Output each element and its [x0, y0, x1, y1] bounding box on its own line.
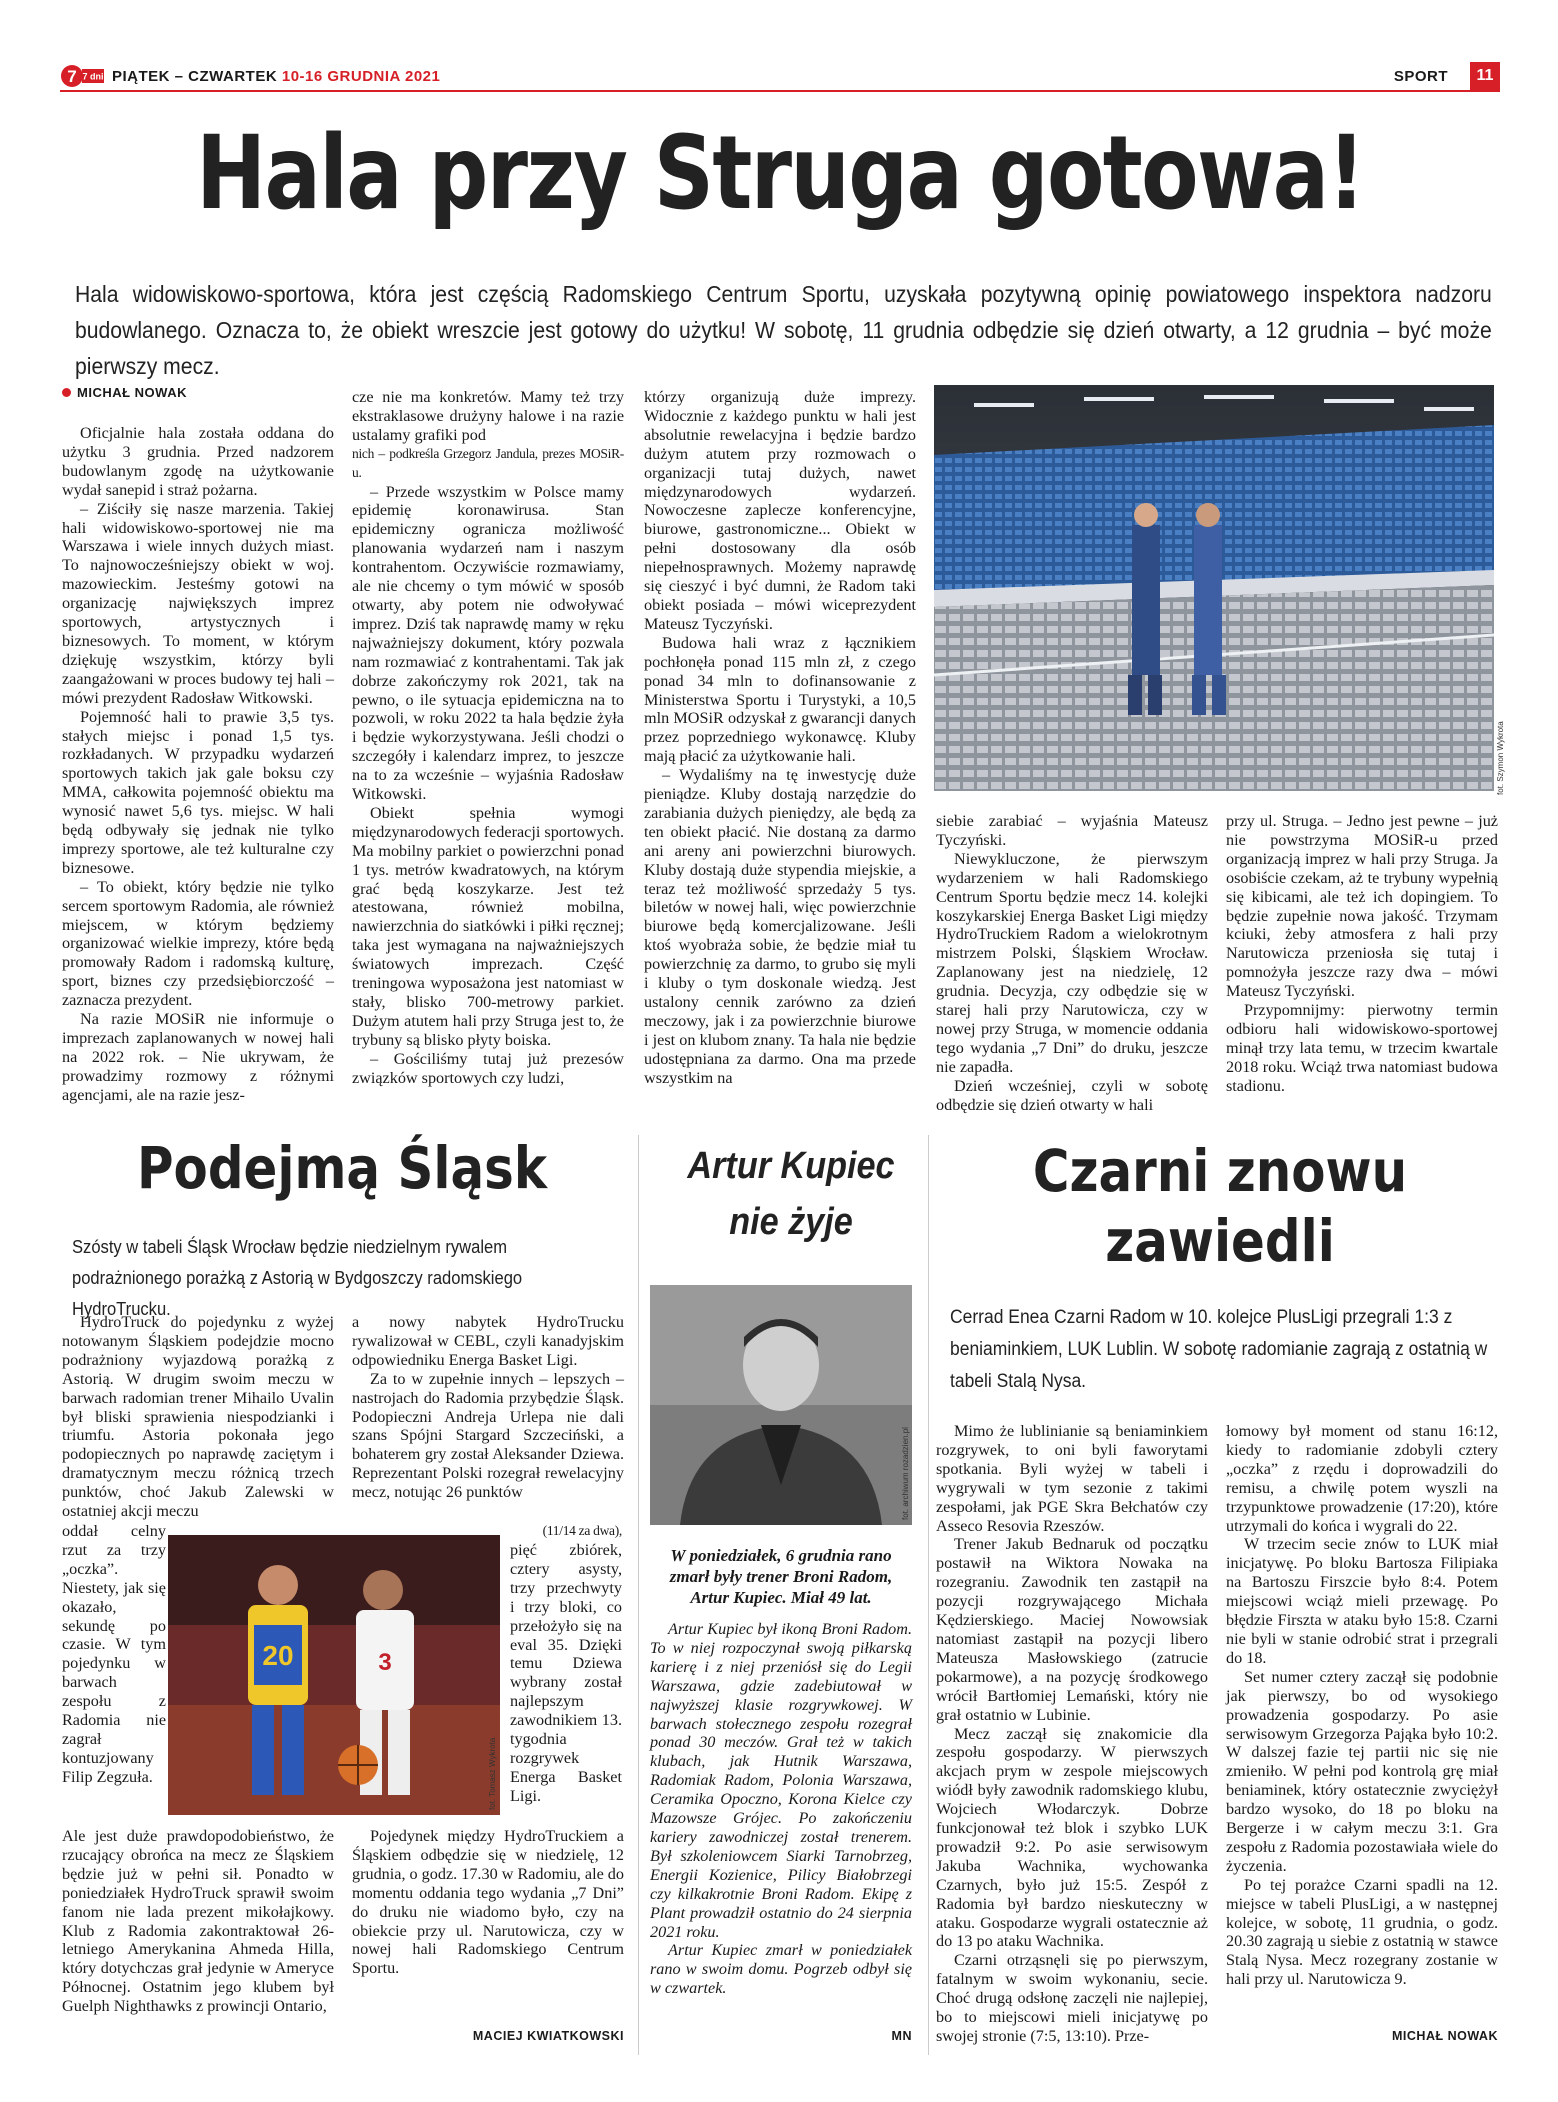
paragraph: – Przede wszystkim w Polsce mamy epidemię koronawirusa. Stan epidemiczny ogranicza możliwość planowania wydarzeń nam i naszym kontrahentom. Oczywiście rozmawiamy, ale nie chcemy o tym mówić w sposób otwarty, aby potem nie odwoływać imprez. Dziś tak naprawdę mamy w ręku najważniejszy dokument, który pozwala nam rozmawiać z kontrahentami. Tak jak dobrze zakończymy rok 2021, tak na pewno, o ile sytuacja epidemiczna na to pozwoli, w roku 2022 ta hala będzie żyła i będzie wykorzystywana. Jeśli chodzi o szczegóły i kalendarz imprez, to jeszcze na to za wcześnie – wyjaśnia Radosław Witkowski.	[352, 482, 624, 804]
czarni-lead: Cerrad Enea Czarni Radom w 10. kolejce PlusLigi przegrali 1:3 z beniaminkiem, LUK Lublin. W sobotę radomianie zagrają z ostatnią w tabeli Stalą Nysa.	[950, 1307, 1488, 1392]
paragraph: Artur Kupiec zmarł w poniedziałek rano w swoim domu. Pogrzeb odbył się w czwartek.	[650, 1941, 912, 1998]
paragraph: Na razie MOSiR nie informuje o imprezach zaplanowanych w nowej hali na 2022 rok. – Nie ukrywam, że prowadzimy rozmowy z różnymi agencjami, ale na razie jesz-	[62, 1010, 334, 1104]
main-lead-text: Hala widowiskowo-sportowa, która jest częścią Radomskiego Centrum Sportu, uzyskała pozytywną opinię powiatowego inspektora nadzoru budowlanego. Oznacza to, że obiekt wreszcie jest gotowy do użytku! W sobotę, 11 grudnia odbędzie się dzień otwarty, a 12 grudnia – być może pierwszy mecz.	[75, 281, 1492, 379]
slask-col-1-bottom	[62, 1827, 334, 2016]
main-col-4	[936, 812, 1208, 1115]
logo-icon	[60, 64, 106, 88]
basketball-photo	[168, 1535, 500, 1815]
photo-credit: fot. archiwum rozadzien.pl	[901, 1427, 910, 1520]
paragraph: oddał celny rzut za trzy „oczka”. Niestety, jak się okazało, sekundę po czasie. W tym pojedynku w barwach zespołu z Radomia nie zagrał kontuzjowany Filip Zegzuła.	[62, 1522, 166, 1786]
portrait-illustration	[650, 1285, 912, 1525]
paragraph: a nowy nabytek HydroTrucku rywalizował w CEBL, czyli kanadyjskim odpowiedniku Energa Basket Ligi.	[352, 1313, 624, 1369]
paragraph: Niewykluczone, że pierwszym wydarzeniem w hali Radomskiego Centrum Sportu będzie mecz 14. kolejki koszykarskiej Energa Basket Ligi między HydroTruckiem Radom a wielokrotnym mistrzem Polski, Śląskiem Wrocław. Zaplanowany jest na niedzielę, 12 grudnia. Decyzja, czy odbędzie się w starej hali przy Narutowicza, czy w nowej przy Struga, w momencie oddania tego wydania „7 Dni” do druku, jeszcze nie zapadła.	[936, 849, 1208, 1076]
paragraph: Oficjalnie hala została oddana do użytku 3 grudnia. Przed nadzorem budowlanym zgodę na użytkowanie wydał sanepid i straż pożarna.	[62, 424, 334, 499]
photo-credit: fot. Szymon Wykrota	[1496, 721, 1505, 795]
paragraph: Artur Kupiec był ikoną Broni Radom. To w niej rozpoczynał swoją piłkarską karierę i z niej przeniósł się do Legii Warszawa, gdzie zadebiutował w najwyższej klasie rozgrywkowej. W barwach stołecznego zespołu rozegrał ponad 30 meczów. Grał też w takich klubach, jak Hutnik Warszawa, Radomiak Radom, Polonia Warszawa, Ceramika Opoczno, Korona Kielce czy Mazowsze Grójec. Po zakończeniu kariery zawodniczej został trenerem. Był szkoleniowcem Siarki Tarnobrzeg, Energii Kozienice, Pilicy Białobrzegi czy kilkakrotnie Broni Radom. Ekipę z Plant prowadził ostatnio do 24 sierpnia 2021 roku.	[650, 1620, 912, 1941]
svg-text:7: 7	[67, 67, 77, 86]
slask-col-2-bottom	[352, 1827, 624, 1978]
page-header	[60, 62, 1500, 92]
paragraph: Mecz zaczął się znakomicie dla zespołu gospodarzy. W pierwszych akcjach prym w zespole miejscowych wiódł były zawodnik radomskiego klubu, Wojciech Włodarczyk. Dobrze funkcjonował też blok i szybko LUK prowadził 9:2. Po asie serwisowym Jakuba Wachnika, wychowanka Czarnych, było już 15:5. Zespół z Radomia był bardzo nieskuteczny w ataku. Gospodarze wygrali ostatecznie aż do 13 po ataku Wachnika.	[936, 1724, 1208, 1951]
paragraph: nich – podkreśla Grzegorz Jandula, prezes MOSiR-u.	[352, 445, 624, 480]
czarni-author: MICHAŁ NOWAK	[1392, 2029, 1498, 2043]
paragraph: Przypomnijmy: pierwotny termin odbioru hali widowiskowo-sportowej minął trzy lata temu, w trzecim kwartale 2018 roku. Wciąż trwa natomiast budowa stadionu.	[1226, 1001, 1498, 1095]
paragraph: Czarni otrząsnęli się po pierwszym, fatalnym w swoim wykonaniu, secie. Choć drugą odsłonę zaczęli nie najlepiej, bo to miejscowi mieli inicjatywę po swojej stronie (7:5, 13:10). Prze-	[936, 1951, 1208, 2045]
paragraph: Obiekt spełnia wymogi międzynarodowych federacji sportowych. Ma mobilny parkiet o powierzchni ponad 1 tys. metrów kwadratowych, na którym grać będą koszykarze. Jest też atestowana, również mobilna, nawierzchnia do siatkówki i piłki ręcznej; taka jest wymagana na najważniejszych światowych imprezach. Część treningowa wyposażona jest natomiast w stały, blisko 700-metrowy parkiet. Dużym atutem hali przy Struga jest to, że trybuny są blisko płyty boiska.	[352, 803, 624, 1049]
paragraph: W trzecim secie znów to LUK miał inicjatywę. Po bloku Bartosza Filipiaka na Bartoszu Firszcie było 8:4. Potem miejscowi wciąż mieli przewagę. Po błędzie Firszta w ataku było 15:8. Czarni nie byli w stanie odrobić strat i przegrali do 18.	[1226, 1535, 1498, 1667]
paragraph: Pojedynek między HydroTruckiem a Śląskiem odbędzie się w niedzielę, 12 grudnia, o godz. 17.30 w Radomiu, ale do momentu oddania tego wydania „7 Dni” do druku nie wiadomo było, czy na obiekcie przy ul. Narutowicza, czy w nowej hali Radomskiego Centrum Sportu.	[352, 1827, 624, 1978]
czarni-headline	[979, 1136, 1461, 1276]
paragraph: Za to w zupełnie innych – lepszych – nastrojach do Radomia przybędzie Śląsk. Podopieczni Andreja Urlepa nie dali szans Spójni Stargard Szczeciński, a bohaterem gry został Aleksander Dziewa. Reprezentant Polski rozegrał rewelacyjny mecz, notując 26 punktów	[352, 1369, 624, 1502]
czarni-headline-line-2: zawiedli	[1105, 1207, 1335, 1275]
issue-date: 10-16 GRUDNIA 2021	[281, 68, 441, 85]
svg-text:3: 3	[378, 1649, 392, 1676]
column-divider	[928, 1135, 929, 2055]
main-col-2	[352, 388, 624, 1088]
paragraph: siebie zarabiać – wyjaśnia Mateusz Tyczyński.	[936, 812, 1208, 849]
main-lead	[75, 276, 1492, 384]
svg-text:20: 20	[262, 1640, 294, 1671]
kupiec-body	[650, 1620, 912, 1998]
paragraph: Pojemność hali to prawie 3,5 tys. stałych miejsc i ponad 1,5 tys. rozkładanych. W przypadku wydarzeń sportowych takich jak gale boksu czy MMA, całkowita pojemność obiektu ma wynosić nawet 5,6 tys. miejsc. W hali będą odbywały się jednak nie tylko imprezy sportowe, ale też kulturalne czy biznesowe.	[62, 707, 334, 877]
main-col-3	[644, 388, 916, 1088]
main-col-1	[62, 424, 334, 1105]
paragraph: – Wydaliśmy na tę inwestycję duże pieniądze. Kluby dostają narzędzie do zarabiania dużych pieniędzy, ale będą za ten obiekt płacić. Nie dostaną za darmo ani areny ani powierzchni biurowych. Kluby dostają duże stypendia miejskie, a teraz też możliwość sprzedaży 5 tys. biletów w nowej hali, więc powierzchnie biurowe będą komercjalizowane. Jeśli ktoś wyobraża sobie, że będzie miał tu powierzchnię za darmo, to grubo się myli i kluby o tym doskonale wiedzą. Jest ustalony cennik zarówno za dzień meczowy, jak i za powierzchnie biurowe i jest on klubom znany. Ta hala nie będzie udostępniana za darmo. Ona ma przede wszystkim na	[644, 766, 916, 1087]
basketball-illustration	[168, 1535, 500, 1815]
kupiec-headline-line-1: Artur Kupiec	[687, 1145, 895, 1187]
paragraph: Ale jest duże prawdopodobieństwo, że rzucający obrońca na mecz ze Śląskiem będzie już w pełni sił. Ponadto w poniedziałek HydroTruck sprawił swoim fanom nie lada prezent mikołajkowy. Klub z Radomia zakontraktował 26-letniego Amerykanina Ahmeda Hilla, który dotychczas grał jedynie w Ameryce Północnej. Ostatnim jego klubem był Guelph Nighthawks z prowincji Ontario,	[62, 1827, 334, 2016]
czarni-col-2	[1226, 1422, 1498, 1989]
paragraph: Budowa hali wraz z łącznikiem pochłonęła ponad 115 mln zł, z czego ponad 34 mln to dofinansowanie z Ministerstwa Sportu i Turystyki, a 10,5 mln MOSiR odzyskał z gwarancji danych przez poprzedniego wykonawcę. Kluby mają płacić za użytkowanie hali.	[644, 633, 916, 766]
main-author: MICHAŁ NOWAK	[77, 385, 187, 400]
paragraph: cze nie ma konkretów. Mamy też trzy ekstraklasowe drużyny halowe i na razie ustalamy grafiki pod	[352, 388, 624, 444]
czarni-headline-line-1: Czarni znowu	[1032, 1137, 1408, 1205]
arena-photo	[934, 385, 1494, 791]
paragraph: przy ul. Struga. – Jedno jest pewne – już nie powstrzyma MOSiR-u przed organizacją imprez w hali przy Struga. Ja osobiście czekam, aż te trybuny wypełnią się kibicami, ale też ich dopingiem. To będzie zupełnie nowa jakość. Trzymam kciuki, żeby atmosfera z hali przy Narutowicza przeniosła się tutaj i pomnożyła jeszcze razy dwa – mówi Mateusz Tyczyński.	[1226, 812, 1498, 1001]
slask-col-2-small: (11/14 za dwa),	[542, 1523, 622, 1538]
paragraph: HydroTruck do pojedynku z wyżej notowanym Śląskiem podejdzie mocno podrażniony wyjazdową porażką z Astorią. W drugim swoim meczu w barwach radomian trener Mihailo Uvalin był bliski sprawienia niespodzianki i triumfu. Astoria pokonała jego podopiecznych po naprawdę zaciętym i dramatycznym meczu różnicą trzech punktów, choć Jakub Zalewski w ostatniej akcji meczu	[62, 1313, 334, 1521]
paragraph: łomowy był moment od stanu 16:12, kiedy to radomianie zdobyli cztery „oczka” z rzędu i doprowadzili do remisu, a chwilę potem wyszli na trzypunktowe prowadzenie (17:20), które utrzymali do końca i wygrali do 22.	[1226, 1422, 1498, 1535]
kupiec-lead: W poniedziałek, 6 grudnia rano zmarł były trener Broni Radom, Artur Kupiec. Miał 49 lat.	[669, 1546, 893, 1607]
slask-author: MACIEJ KWIATKOWSKI	[472, 2029, 624, 2043]
paragraph: Trener Jakub Bednaruk od początku postawił na Wiktora Nowaka na rozegraniu. Zawodnik ten zastąpił na pozycji rozgrywającego Michała Kędzierskiego. Maciej Nowowsiak natomiast zastąpił na pozycji libero Mateusza Masłowskiego (zatrucie pokarmowe), a na pozycję środkowego wrócił Bartłomiej Lemański, który nie grał ostatnio w Lubinie.	[936, 1535, 1208, 1724]
slask-col-2-narrow	[510, 1541, 622, 1806]
page-number: 11	[1470, 62, 1500, 90]
slask-lead: Szósty w tabeli Śląsk Wrocław będzie niedzielnym rywalem podrażnionego porażką z Astorią w Bydgoszczy radomskiego HydroTrucku.	[72, 1237, 523, 1319]
paragraph: Mimo że lublinianie są beniaminkiem rozgrywek, to oni byli faworytami spotkania. Byli wyżej w tabeli i wygrywali w tym sezonie z takimi zespołami, jak PGE Skra Bełchatów czy Asseco Resovia Rzeszów.	[936, 1422, 1208, 1535]
paragraph: którzy organizują duże imprezy. Widocznie z każdego punktu w hali jest absolutnie rewelacyjna i będzie bardzo dużym atutem przy rozmowach o organizacji tutaj dużych, nawet międzynarodowych wydarzeń. Nowoczesne zaplecze konferencyjne, biurowe, gastronomiczne... Obiekt w pełni dostosowany dla osób niepełnosprawnych. Możemy naprawdę się cieszyć i być dumni, że Radom taki obiekt posiada – mówi wiceprezydent Mateusz Tyczyński.	[644, 388, 916, 633]
issue-days: PIĄTEK – CZWARTEK	[112, 68, 278, 85]
kupiec-headline	[673, 1138, 909, 1250]
slask-col-1-narrow	[62, 1522, 166, 1787]
paragraph: – Gościliśmy tutaj już prezesów związków sportowych czy ludzi,	[352, 1049, 624, 1087]
kupiec-photo	[650, 1285, 912, 1525]
svg-text:7 dni: 7 dni	[82, 71, 104, 82]
slask-col-2-top	[352, 1313, 624, 1502]
slask-headline: Podejmą Śląsk	[136, 1134, 548, 1202]
photo-credit: fot. Tomasz Wykrota	[488, 1737, 497, 1810]
paragraph: Po tej porażce Czarni spadli na 12. miejsce w tabeli PlusLigi, a w następnej kolejce, w sobotę, 11 grudnia, o godz. 20.30 zagrają u siebie z ostatnią w stawce Stalą Nysa. Mecz rozegrany zostanie w hali przy ul. Narutowicza 9.	[1226, 1875, 1498, 1989]
main-headline: Hala przy Struga gotowa!	[196, 114, 1364, 233]
paragraph: pięć zbiórek, cztery asysty, trzy przechwyty i trzy bloki, co przełożyło się na eval 35. Dzięki temu Dziewa wybrany został najlepszym zawodnikiem 13. tygodnia rozgrywek Energa Basket Ligi.	[510, 1541, 622, 1805]
czarni-col-1	[936, 1422, 1208, 2046]
kupiec-author: MN	[891, 2029, 912, 2043]
slask-col-1-top	[62, 1313, 334, 1521]
paragraph: Set numer cztery zaczął się podobnie jak pierwszy, bo od wysokiego prowadzenia gospodarzy. Po asie serwisowym Grzegorza Pająka było 10:2. W dalszej fazie tej partii nic się nie zmieniło. W pełni pod kontrolą grę miał beniaminek, który ostatecznie zwyciężył bardzo wysoko, do 18 po bloku na Bergerze i w całym meczu 3:1. Gra zespołu z Radomia pozostawiała wiele do życzenia.	[1226, 1667, 1498, 1875]
section-name: SPORT	[1393, 68, 1448, 85]
main-col-5	[1226, 812, 1498, 1096]
bullet-icon	[62, 388, 71, 397]
paragraph: – Ziściły się nasze marzenia. Takiej hali widowiskowo-sportowej nie ma Warszawa i wiele innych dużych miast. To najnowocześniejszy obiekt w woj. mazowieckim. Jesteśmy gotowi na organizację największych imprez sportowych, artystycznych i biznesowych. To moment, w którym dziękuję wszystkim, którzy byli zaangażowani w proces budowy tej hali – mówi prezydent Radosław Witkowski.	[62, 499, 334, 707]
arena-illustration	[934, 385, 1494, 791]
issue-dates	[112, 68, 440, 85]
paragraph: Dzień wcześniej, czyli w sobotę odbędzie się dzień otwarty w hali	[936, 1076, 1208, 1114]
main-byline	[62, 385, 187, 400]
kupiec-headline-line-2: nie żyje	[729, 1201, 853, 1243]
paragraph: – To obiekt, który będzie nie tylko sercem sportowym Radomia, ale również miejscem, w którym będziemy organizować wielkie imprezy, które będą promowały Radom i radomską kulturę, sport, biznes czy przedsiębiorczość – zaznacza prezydent.	[62, 877, 334, 1010]
column-divider	[638, 1135, 639, 2055]
